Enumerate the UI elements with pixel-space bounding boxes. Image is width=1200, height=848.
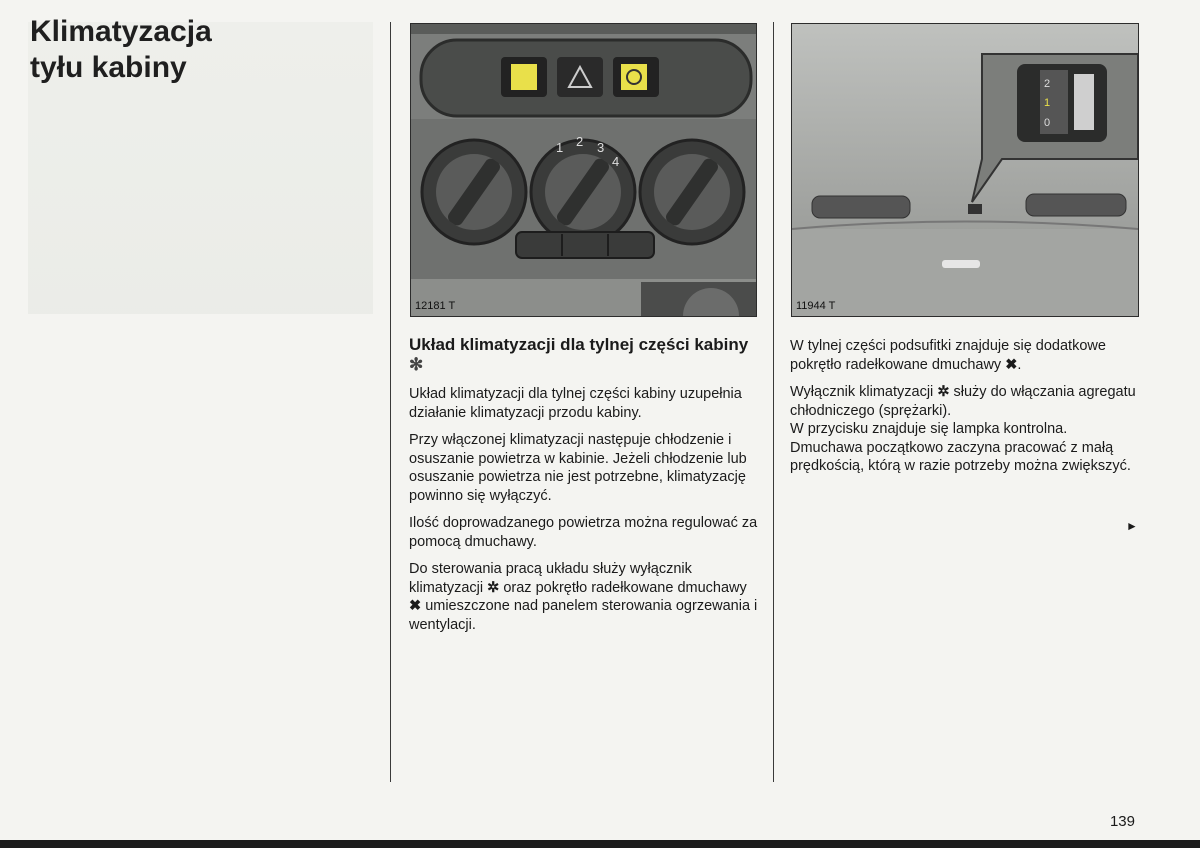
right-column	[790, 337, 1142, 485]
controls-text-a: Do sterowania pracą układu służy wyłącznik klimatyzacji	[409, 561, 692, 596]
paragraph-fan-speed: Dmuchawa początkowo zaczyna pracować z małą prędkością, którą w razie potrzeby można zwiększyć.	[790, 439, 1131, 474]
controls-text-b: oraz pokrętło radełkowane dmuchawy	[503, 579, 747, 596]
paragraph-controls	[409, 560, 759, 634]
column-divider-right	[773, 22, 774, 782]
title-line-1: Klimatyzacja	[30, 15, 212, 48]
airflow-knob	[640, 140, 744, 244]
fan-icon: ✖	[409, 598, 422, 614]
paragraph-cooling: Przy włączonej klimatyzacji następuje chłodzenie i osuszanie powietrza w kabinie. Jeżeli chłodzenie lub osuszanie powietrza nie jest potrzebne, klimatyzację powinno się wyłączyć.	[409, 432, 747, 504]
rear-knob-text: W tylnej części podsufitki znajduje się dodatkowe pokrętło radełkowane dmuchawy	[790, 338, 1106, 373]
ac-switch-icon: ✲	[487, 579, 500, 596]
title-line-2: tyłu kabiny	[30, 51, 187, 84]
paragraph-rear-knob	[790, 337, 1142, 374]
column-divider-left	[390, 22, 391, 782]
section-heading-text: Układ klimatyzacji dla tylnej części kabiny	[409, 335, 749, 354]
photo-code-right: 11944 T	[796, 300, 836, 312]
rear-switch-1: 1	[1044, 97, 1051, 109]
photo-code-left: 12181 T	[415, 300, 456, 312]
fan-speed-3: 3	[597, 140, 605, 155]
continue-arrow-icon: ►	[1126, 519, 1138, 533]
ac-switch-text-b: służy do włączania agregatu chłodniczego (sprężarki).	[790, 384, 1136, 419]
paragraph-intro: Układ klimatyzacji dla tylnej części kabiny uzupełnia działanie klimatyzacji przodu kabiny.	[409, 386, 742, 421]
ac-snowflake-icon: ✻	[409, 355, 424, 374]
bottom-border	[0, 840, 1200, 848]
headliner-illustration	[792, 24, 1138, 316]
page-number: 139	[1109, 813, 1135, 830]
ac-switch-text-a: Wyłącznik klimatyzacji	[790, 384, 934, 400]
page-title	[30, 14, 212, 86]
paragraph-ac-switch	[790, 383, 1142, 420]
section-heading	[409, 335, 759, 375]
fan-speed-1: 1	[556, 140, 564, 155]
paragraph-indicator-lamp: W przycisku znajduje się lampka kontrolna.	[790, 421, 1068, 437]
temperature-knob	[422, 140, 526, 244]
fan-knob	[531, 140, 635, 244]
paragraph-airflow: Ilość doprowadzanego powietrza można regulować za pomocą dmuchawy.	[409, 515, 758, 550]
rear-switch-2: 2	[1044, 78, 1051, 90]
photo-climate-panel	[410, 23, 757, 317]
controls-text-c: umieszczone nad panelem sterowania ogrzewania i wentylacji.	[409, 598, 758, 633]
middle-column	[409, 335, 759, 643]
rear-switch-0: 0	[1044, 117, 1051, 129]
photo-rear-headliner	[791, 23, 1139, 317]
rear-knob-period: .	[1017, 356, 1022, 373]
fan-icon: ✖	[1005, 356, 1018, 373]
climate-panel-illustration	[411, 24, 756, 316]
fan-speed-4: 4	[612, 154, 620, 169]
fan-speed-2: 2	[576, 134, 584, 149]
ac-switch-icon: ✲	[937, 384, 950, 400]
